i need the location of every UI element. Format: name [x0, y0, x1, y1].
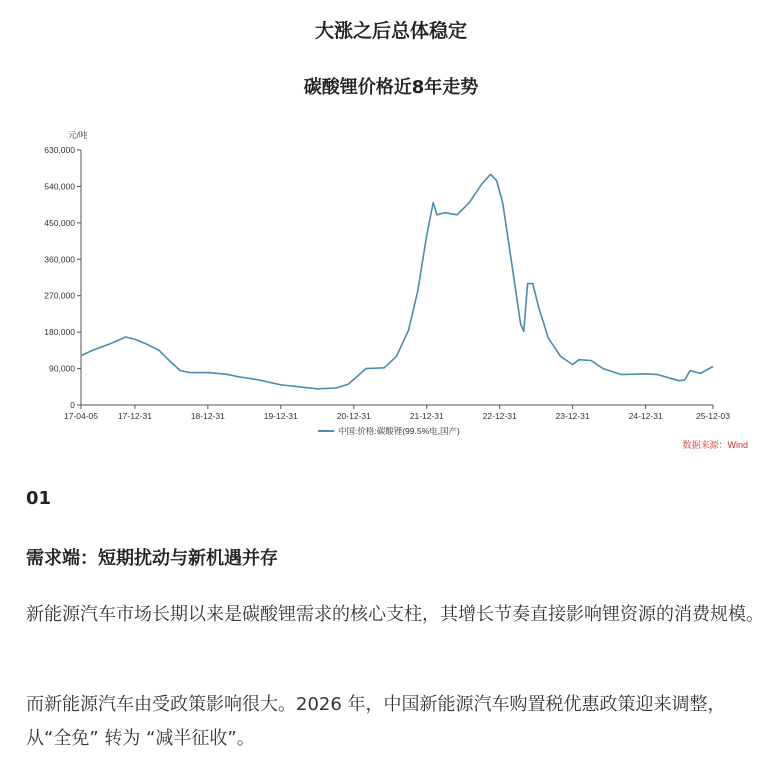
section-number: 01 [26, 488, 52, 509]
x-tick-label: 21-12-31 [409, 411, 444, 421]
x-tick-label: 19-12-31 [263, 411, 298, 421]
x-tick-label: 17-12-31 [117, 411, 152, 421]
y-tick-label: 630,000 [44, 145, 75, 155]
y-tick-label: 90,000 [49, 363, 75, 374]
y-axis-label: 元/吨 [68, 130, 88, 140]
x-tick-label: 24-12-31 [628, 411, 663, 421]
y-tick-label: 360,000 [44, 254, 75, 265]
legend-label: 中国:价格:碳酸锂(99.5%电,国产) [338, 426, 460, 436]
series-line [81, 174, 713, 388]
x-tick-label: 20-12-31 [336, 411, 371, 421]
axis-layer [77, 150, 713, 409]
article-headline: 大涨之后总体稳定 [314, 20, 467, 42]
y-tick-label: 0 [70, 400, 75, 410]
x-tick-label: 17-04-05 [63, 411, 99, 421]
y-tick-label: 180,000 [44, 327, 75, 338]
x-tick-label: 23-12-31 [555, 411, 590, 421]
section-title: 需求端：短期扰动与新机遇并存 [26, 548, 278, 569]
paragraph: 而新能源汽车由受政策影响很大。2026 年，中国新能源汽车购置税优惠政策迎来调整，从“全免” 转为 “减半征收”。 [26, 694, 726, 749]
chart-title: 碳酸锂价格近8年走势 [303, 77, 479, 98]
x-tick-label: 25-12-03 [695, 411, 731, 421]
y-tick-label: 450,000 [44, 217, 75, 228]
price-line-chart [0, 120, 782, 460]
paragraph: 新能源汽车市场长期以来是碳酸锂需求的核心支柱，其增长节奏直接影响锂资源的消费规模。 [26, 604, 764, 625]
x-tick-label: 18-12-31 [190, 411, 225, 421]
series-layer [81, 174, 713, 388]
y-tick-label: 270,000 [44, 290, 75, 301]
label-layer [44, 130, 748, 450]
x-tick-label: 22-12-31 [482, 411, 517, 421]
source-note: 数据来源：Wind [682, 440, 748, 450]
y-tick-label: 540,000 [44, 181, 75, 192]
